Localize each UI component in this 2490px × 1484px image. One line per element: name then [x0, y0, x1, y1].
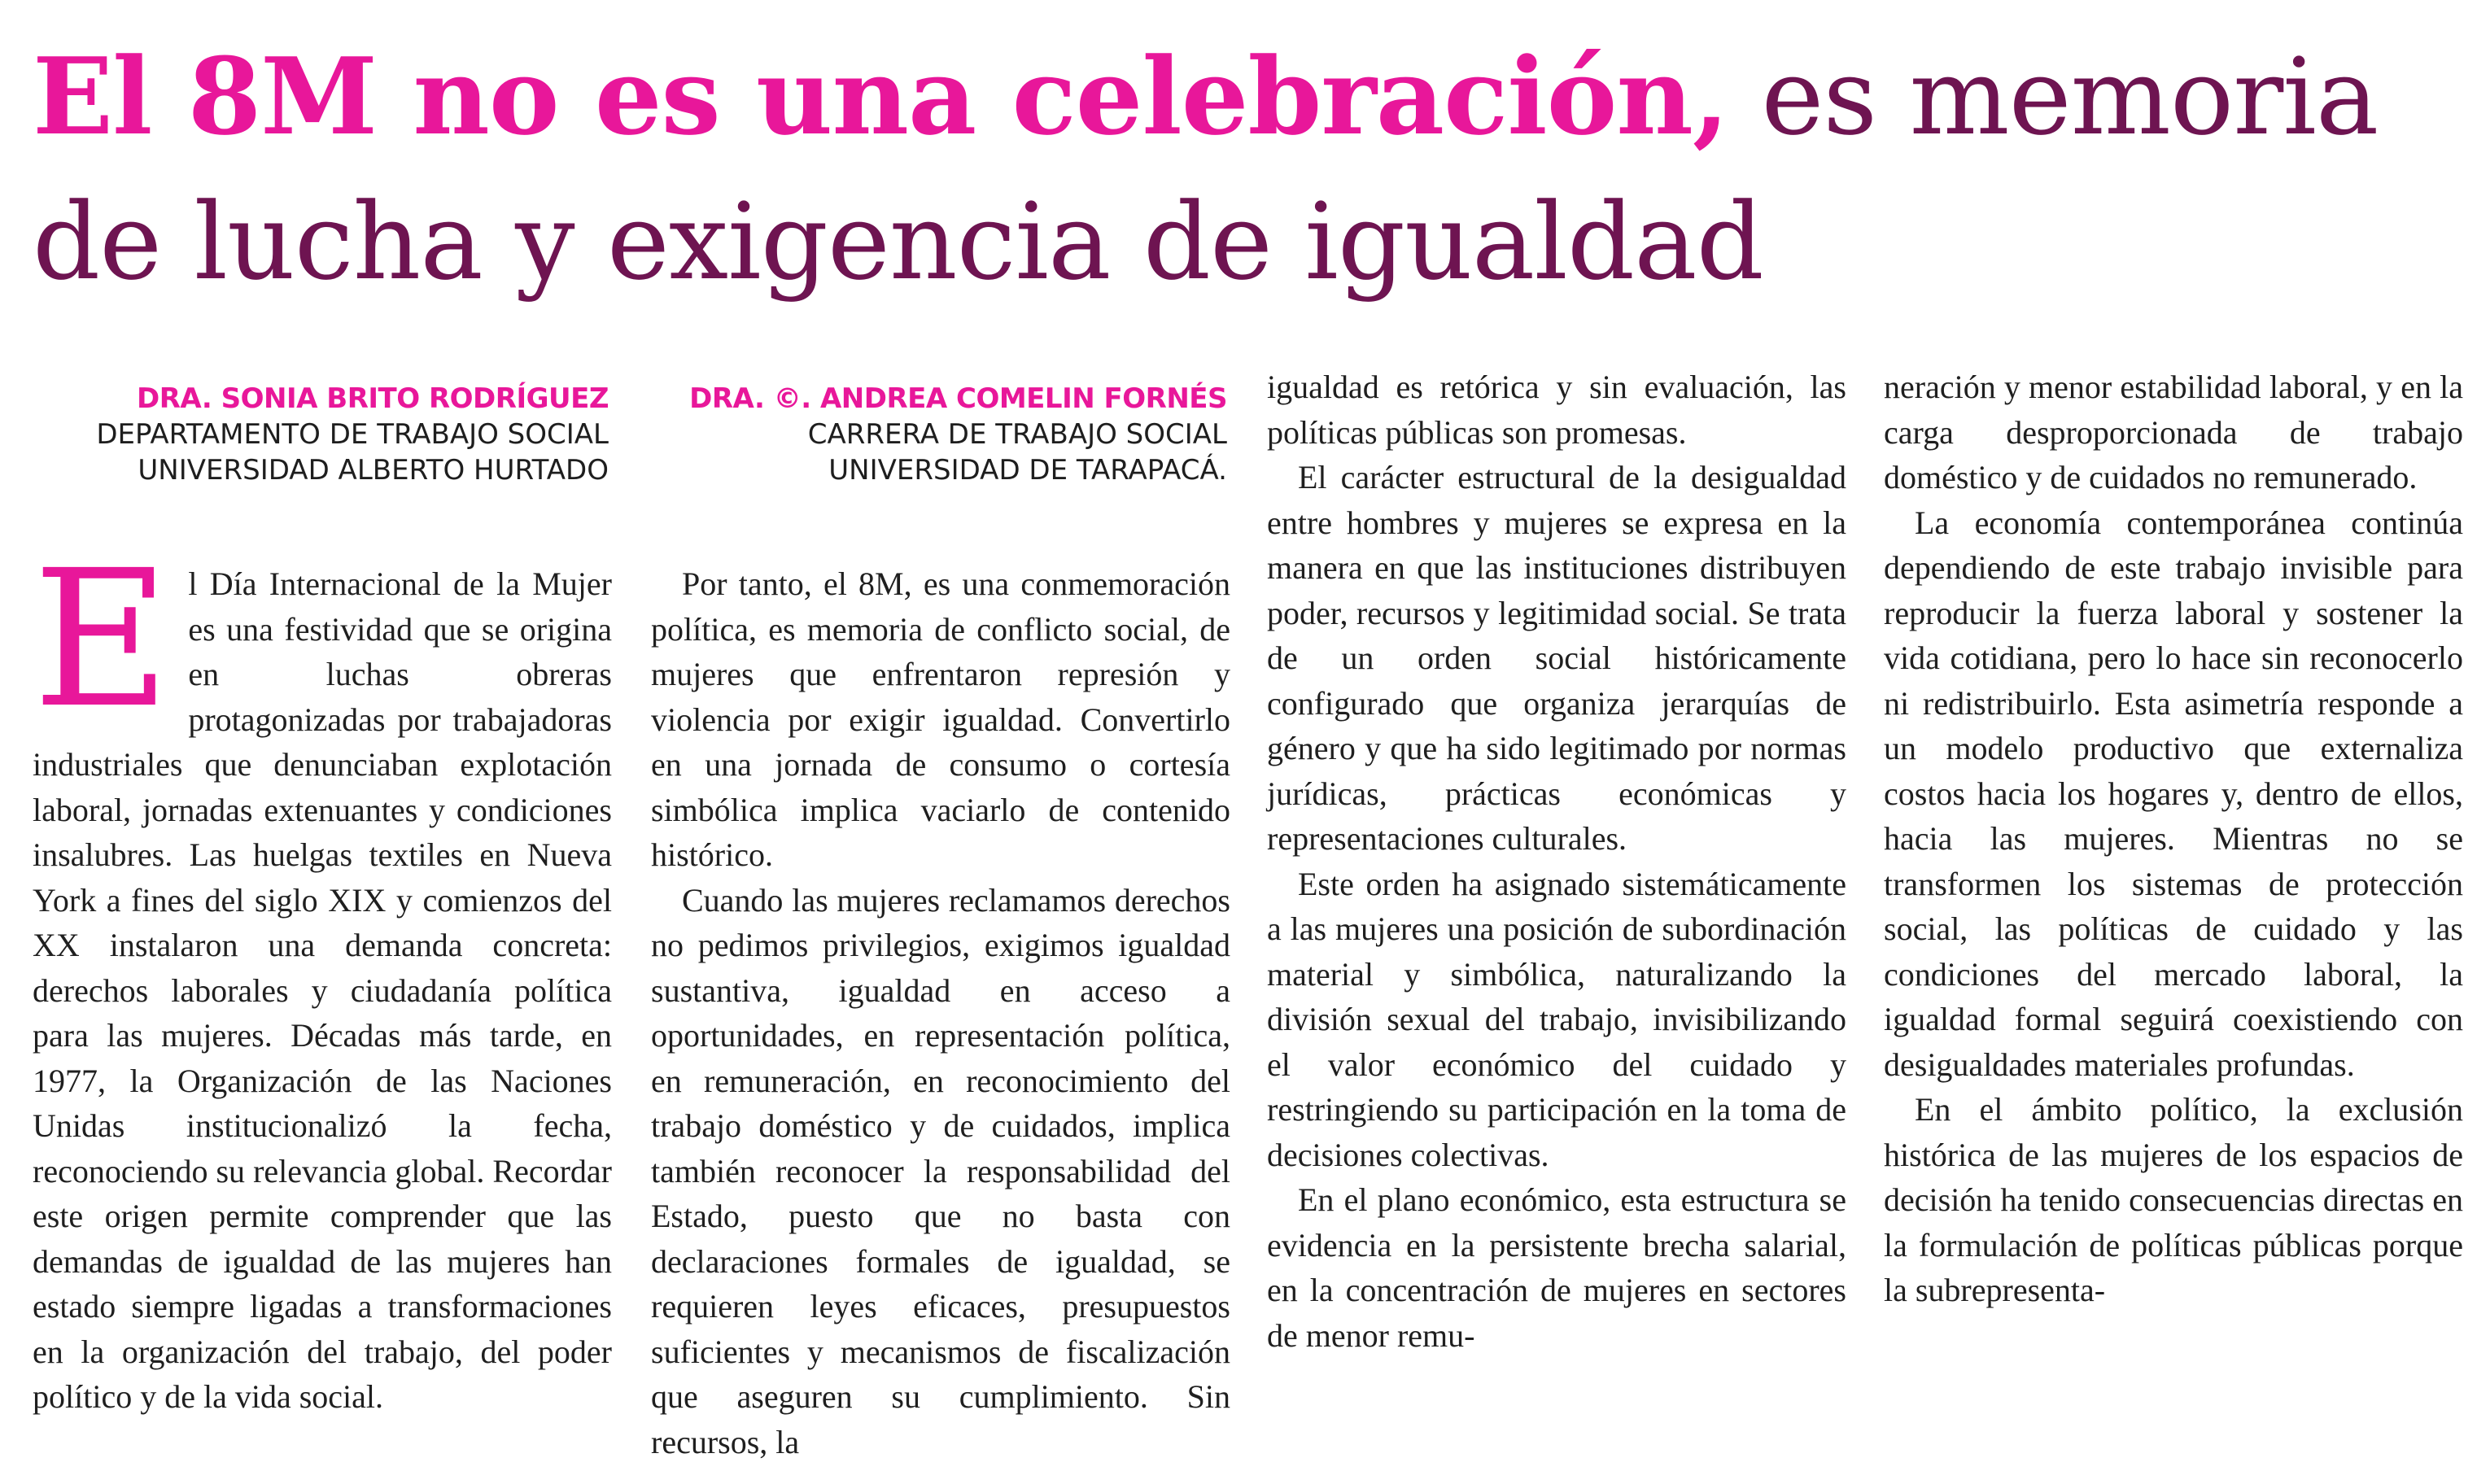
byline-university: UNIVERSIDAD ALBERTO HURTADO: [138, 454, 609, 487]
article-paragraph: El carácter estructural de la desigualdad entre hombres y mujeres se expresa en la manera en que las instituciones distribuyen poder, recursos y legitimidad social. Se trata de un orden social históricamente configurado que organiza jerarquías de género y que ha sido legitimado por normas jurídicas, prácticas económicas y representaciones culturales.: [1267, 459, 1846, 857]
headline-accent: El 8M no es una celebración,: [33, 34, 1729, 159]
byline-department: CARRERA DE TRABAJO SOCIAL: [807, 418, 1227, 451]
byline-author: DRA. ©. ANDREA COMELIN FORNÉS: [689, 382, 1227, 415]
drop-cap: E: [33, 530, 171, 749]
article-paragraph: igualdad es retórica y sin evaluación, las políticas públicas son promesas.: [1267, 369, 1846, 451]
byline-brito: [33, 381, 609, 488]
byline-author: DRA. SONIA BRITO RODRÍGUEZ: [137, 382, 609, 415]
article-paragraph: En el plano económico, esta estructura se evidencia en la persistente brecha salarial, en la concentración de mujeres en sectores de menor remu-: [1267, 1181, 1846, 1354]
article-column-3: [1267, 364, 1846, 1358]
article-paragraph: La economía contemporánea continúa dependiendo de este trabajo invisible para reproducir la fuerza laboral y sostener la vida cotidiana, pero lo hace sin reconocerlo ni redistribuirlo. Esta asimetría responde a un modelo productivo que externaliza costos hacia los hogares y, dentro de ellos, hacia las mujeres. Mientras no se transformen los sistemas de protección social, las políticas de cuidado y las condiciones del mercado laboral, la igualdad formal seguirá coexistiendo con desigualdades materiales profundas.: [1884, 504, 2463, 1083]
article-column-2: [651, 561, 1230, 1464]
article-paragraph: l Día Internacional de la Mujer es una festividad que se origina en luchas obreras protagonizadas por trabajadoras industriales que denunciaban explotación laboral, jornadas extenuantes y condiciones insalubres. Las huelgas textiles en Nueva York a fines del siglo XIX y comienzos del XX instalaron una demanda concreta: derechos laborales y ciudadanía política para las mujeres. Décadas más tarde, en 1977, la Organización de las Naciones Unidas institucionalizó la fecha, reconociendo su relevancia global. Recordar este origen permite comprender que las demandas de igualdad de las mujeres han estado siempre ligadas a transformaciones en la organización del trabajo, del poder político y de la vida social.: [33, 565, 612, 1415]
article-paragraph: En el ámbito político, la exclusión histórica de las mujeres de los espacios de decisión ha tenido consecuencias directas en la formulación de políticas públicas porque la subrepresenta-: [1884, 1091, 2463, 1308]
article-paragraph: Este orden ha asignado sistemáticamente a las mujeres una posición de subordinación material y simbólica, naturalizando la división sexual del trabajo, invisibilizando el valor económico del cuidado y restringiendo su participación en la toma de decisiones colectivas.: [1267, 865, 1846, 1173]
article-paragraph: neración y menor estabilidad laboral, y en la carga desproporcionada de trabajo doméstico y de cuidados no remunerado.: [1884, 369, 2463, 495]
headline: [33, 24, 2466, 314]
byline-department: DEPARTAMENTO DE TRABAJO SOCIAL: [96, 418, 609, 451]
article-column-4: [1884, 364, 2463, 1313]
article-paragraph: Cuando las mujeres reclamamos derechos no pedimos privilegios, exigimos igualdad sustantiva, igualdad en acceso a oportunidades, en representación política, en remuneración, en reconocimiento del trabajo doméstico y de cuidados, implica también reconocer la responsabilidad del Estado, puesto que no basta con declaraciones formales de igualdad, se requieren leyes eficaces, presupuestos suficientes y mecanismos de fiscalización que aseguren su cumplimiento. Sin recursos, la: [651, 881, 1230, 1460]
article-paragraph: Por tanto, el 8M, es una conmemoración política, es memoria de conflicto social, de mujeres que enfrentaron represión y violencia por exigir igualdad. Convertirlo en una jornada de consumo o cortesía simbólica implica vaciarlo de contenido histórico.: [651, 565, 1230, 873]
article-column-1: [33, 530, 612, 1420]
byline-comelin: [651, 381, 1227, 488]
headline-rest: es memoria de lucha y exigencia de igualdad: [33, 35, 2379, 303]
byline-university: UNIVERSIDAD DE TARAPACÁ.: [828, 454, 1227, 487]
